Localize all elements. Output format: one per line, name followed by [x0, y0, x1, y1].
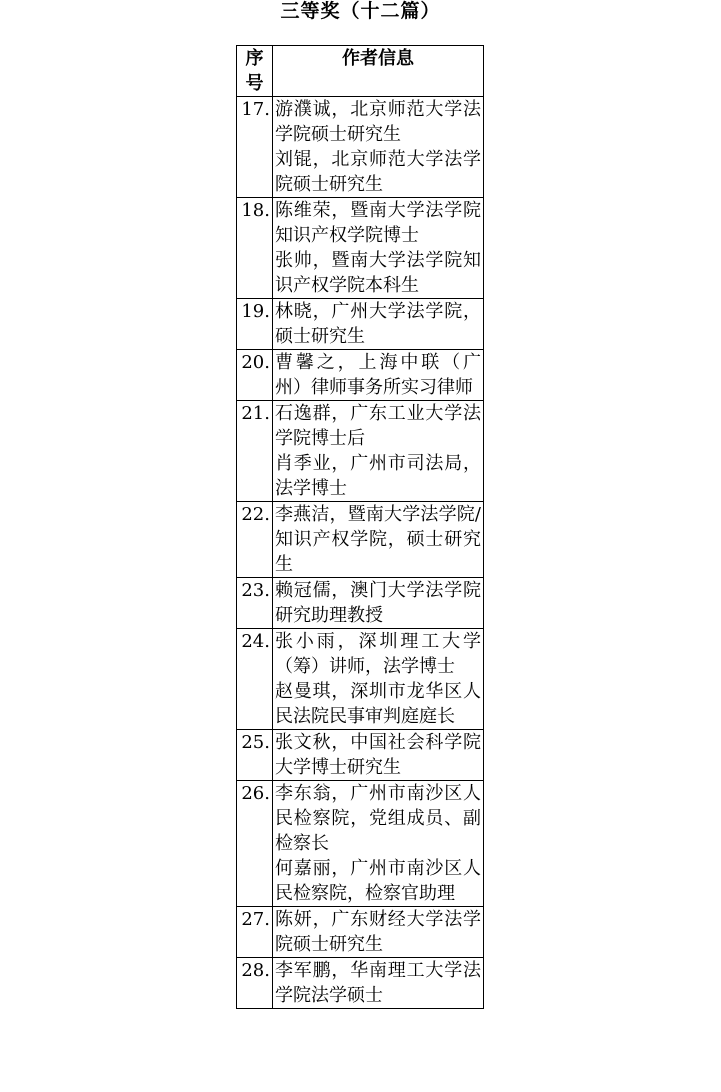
row-number: 26. [237, 781, 273, 907]
row-number: 23. [237, 578, 273, 629]
column-header-author-info: 作者信息 [273, 46, 484, 97]
author-entry: 张文秋，中国社会科学院大学博士研究生 [275, 732, 481, 778]
author-entry: 赵曼琪，深圳市龙华区人民法院民事审判庭庭长 [275, 681, 481, 727]
table-row [237, 401, 484, 502]
table-body [237, 97, 484, 1009]
author-info [273, 502, 484, 578]
table-row [237, 730, 484, 781]
author-info [273, 299, 484, 350]
row-number: 27. [237, 907, 273, 958]
author-entry: 肖季业，广州市司法局，法学博士 [275, 453, 481, 499]
author-entry: 曹馨之，上海中联（广州）律师事务所实习律师 [275, 352, 481, 398]
author-entry: 刘锟，北京师范大学法学院硕士研究生 [275, 149, 481, 195]
table-row [237, 958, 484, 1009]
author-entry: 林晓，广州大学法学院，硕士研究生 [275, 301, 481, 347]
row-number: 22. [237, 502, 273, 578]
author-entry: 陈维荣，暨南大学法学院知识产权学院博士 [275, 200, 481, 246]
table-row [237, 198, 484, 299]
header-number-line: 序 [245, 48, 264, 69]
author-entry: 张小雨，深圳理工大学（筹）讲师，法学博士 [275, 631, 481, 677]
author-info [273, 907, 484, 958]
table-row [237, 907, 484, 958]
table-row [237, 578, 484, 629]
table-row [237, 629, 484, 730]
column-header-number [237, 46, 273, 97]
author-info [273, 578, 484, 629]
row-number: 28. [237, 958, 273, 1009]
row-number: 21. [237, 401, 273, 502]
row-number: 24. [237, 629, 273, 730]
author-info [273, 350, 484, 401]
table-row [237, 350, 484, 401]
author-info [273, 781, 484, 907]
row-number: 20. [237, 350, 273, 401]
author-info [273, 629, 484, 730]
author-entry: 李军鹏，华南理工大学法学院法学硕士 [275, 960, 481, 1006]
author-entry: 陈妍，广东财经大学法学院硕士研究生 [275, 909, 481, 955]
author-info [273, 730, 484, 781]
table-row [237, 781, 484, 907]
author-entry: 李东翁，广州市南沙区人民检察院，党组成员、副检察长 [275, 783, 481, 854]
author-info [273, 958, 484, 1009]
table-header-row [237, 46, 484, 97]
author-entry: 游濮诚，北京师范大学法学院硕士研究生 [275, 99, 481, 145]
row-number: 17. [237, 97, 273, 198]
header-number-line: 号 [245, 73, 264, 94]
table-row [237, 502, 484, 578]
row-number: 19. [237, 299, 273, 350]
table-row [237, 97, 484, 198]
page-title: 三等奖（十二篇） [280, 0, 441, 22]
author-info [273, 401, 484, 502]
table-row [237, 299, 484, 350]
author-entry: 张帅，暨南大学法学院知识产权学院本科生 [275, 250, 481, 296]
authors-table [236, 45, 484, 1009]
row-number: 18. [237, 198, 273, 299]
row-number: 25. [237, 730, 273, 781]
author-info [273, 97, 484, 198]
author-entry: 赖冠儒，澳门大学法学院研究助理教授 [275, 580, 481, 626]
author-info [273, 198, 484, 299]
author-entry: 石逸群，广东工业大学法学院博士后 [275, 403, 481, 449]
author-entry: 李燕洁，暨南大学法学院/知识产权学院，硕士研究生 [275, 504, 481, 575]
author-entry: 何嘉丽，广州市南沙区人民检察院，检察官助理 [275, 858, 481, 904]
